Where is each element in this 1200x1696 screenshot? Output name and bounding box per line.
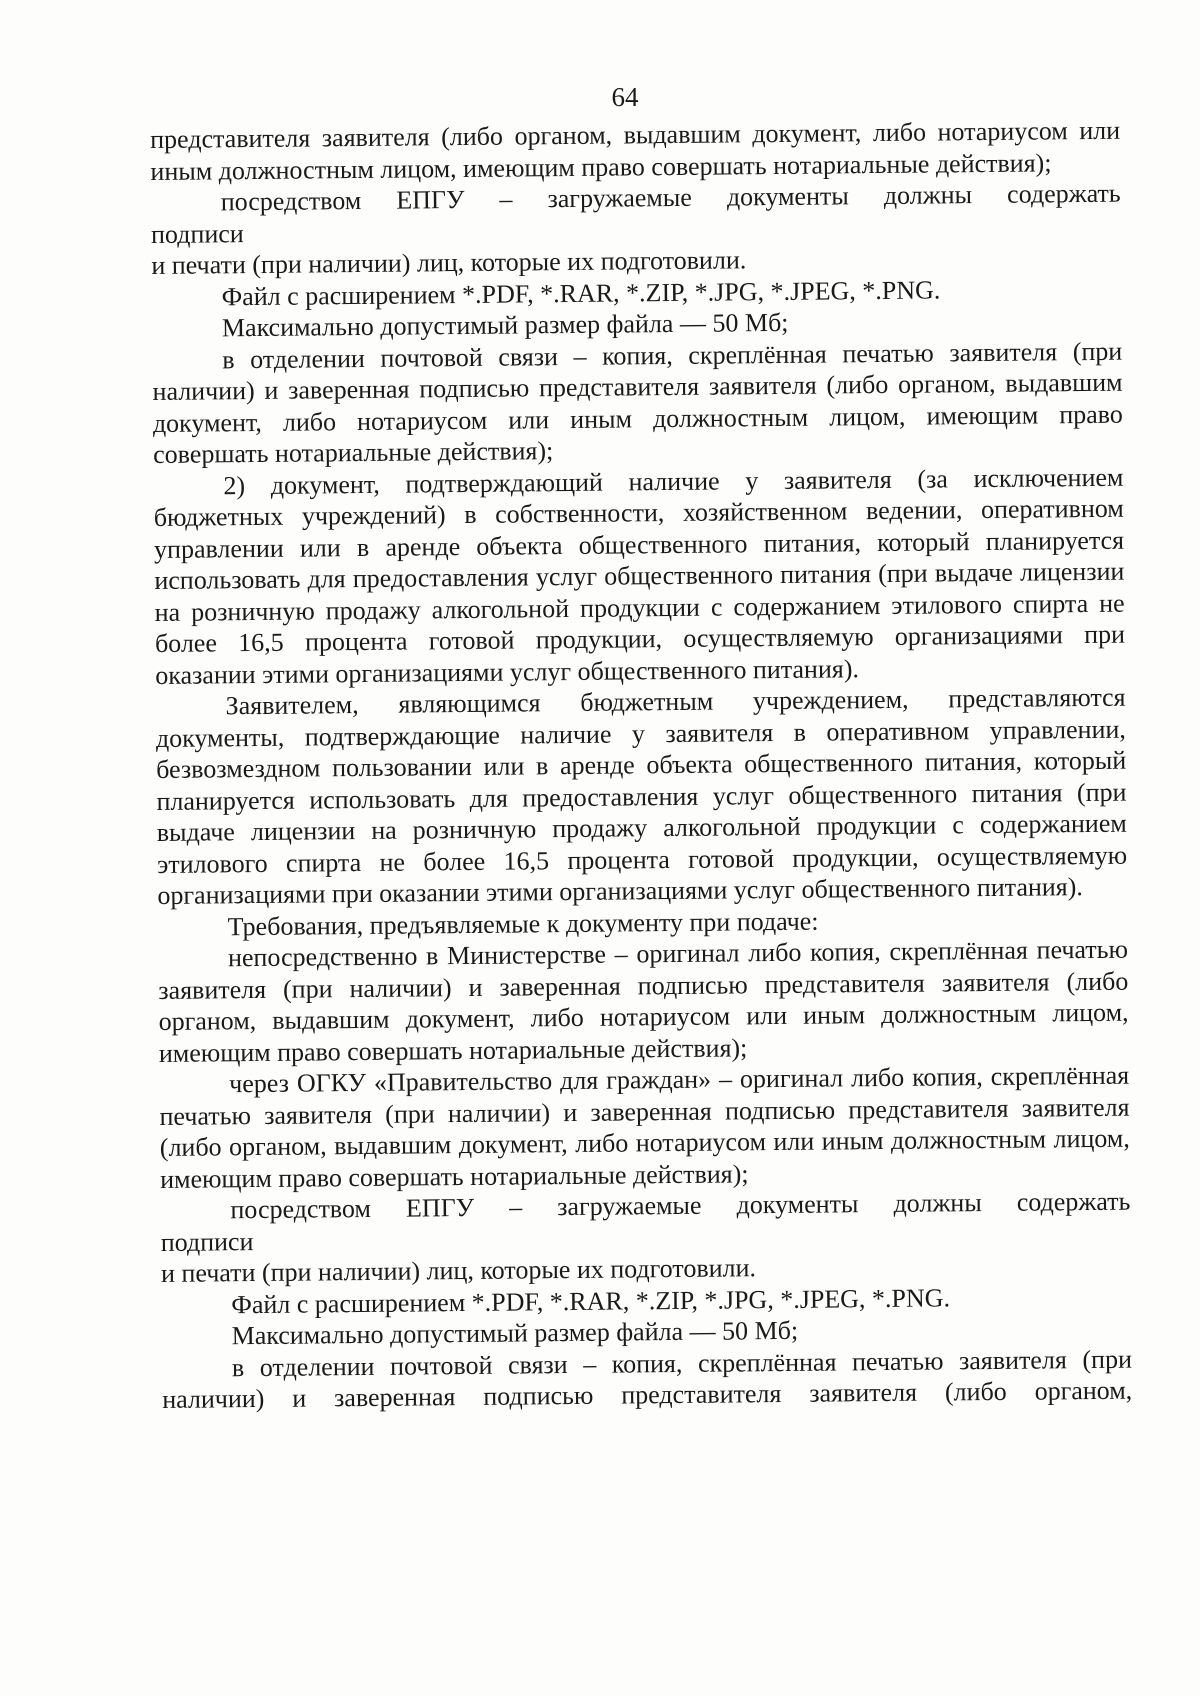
paragraph: 2) документ, подтверждающий наличие у заявителя (за исключением бюджетных учреждений) в собственности, хозяйственном ведении, оперативном управлении или в аренде объекта общественного питания, который планируется использовать для предоставления услуг общественного питания (при выдаче лицензии на розничную продажу алкогольной продукции с содержанием этилового спирта не более 16,5 процента готовой продукции, осуществляемую организациями при оказании этими организациями услуг общественного питания). [153,462,1126,690]
paragraph: Максимально допустимый размер файла — 50 Мб; [231,1315,799,1351]
paragraph: в отделении почтовой связи – копия, скреплённая печатью заявителя (при наличии) и заверенная подписью представителя заявителя (либо органом, выдавшим документ, либо нотариусом или иным должностным лицом, имеющим право совершать нотариальные действия); [152,336,1123,469]
paragraph: посредством ЕПГУ – загружаемые документы должны содержать [220,178,1121,217]
page-number: 64 [611,82,639,112]
paragraph: Файл с расширением *.PDF, *.RAR, *.ZIP, *.JPG, *.JPEG, *.PNG. [231,1282,951,1319]
paragraph: посредством ЕПГУ – загружаемые документы должны содержать [230,1186,1131,1225]
paragraph: Файл с расширением *.PDF, *.RAR, *.ZIP, *.JPG, *.JPEG, *.PNG. [221,274,941,311]
document-body [150,115,1132,1416]
paragraph: непосредственно в Министерстве – оригинал либо копия, скреплённая печатью заявителя (при наличии) и заверенная подписью представителя заявителя (либо органом, выдавшим документ, либо нотариусом или иным должностным лицом, имеющим право совершать нотариальные действия); [158,934,1129,1068]
paragraph: и печати (при наличии) лиц, которые их подготовили. [160,1253,757,1288]
paragraph: представителя заявителя (либо органом, выдавшим документ, либо нотариусом или иным должностным лицом, имеющим право совершать нотариальные действия); [150,115,1121,186]
paragraph: Заявителем, являющимся бюджетным учреждением, представляются документы, подтверждающие наличие у заявителя в оперативном управлении, безвозмездном пользовании или в аренде объекта общественного питания, который планируется использовать для предоставления услуг общественного питания (при выдаче лицензии на розничную продажу алкогольной продукции с содержанием этилового спирта не более 16,5 процента готовой продукции, осуществляемую организациями при оказании этими организациями услуг общественного питания). [155,682,1128,910]
paragraph: в отделении почтовой связи – копия, скреплённая печатью заявителя (при наличии) и заверенная подписью представителя заявителя (либо органом, [162,1344,1133,1414]
paragraph: через ОГКУ «Правительство для граждан» – оригинал либо копия, скреплённая печатью заявителя (при наличии) и заверенная подписью представителя заявителя (либо органом, выдавшим документ, либо нотариусом или иным должностным лицом, имеющим право совершать нотариальные действия); [159,1060,1130,1194]
paragraph: подписи [160,1226,254,1257]
paragraph: Требования, предъявляемые к документу при подаче: [227,906,819,941]
paragraph: и печати (при наличии) лиц, которые их подготовили. [151,245,747,280]
paragraph: подписи [150,218,244,249]
paragraph: Максимально допустимый размер файла — 50 Мб; [221,307,789,343]
